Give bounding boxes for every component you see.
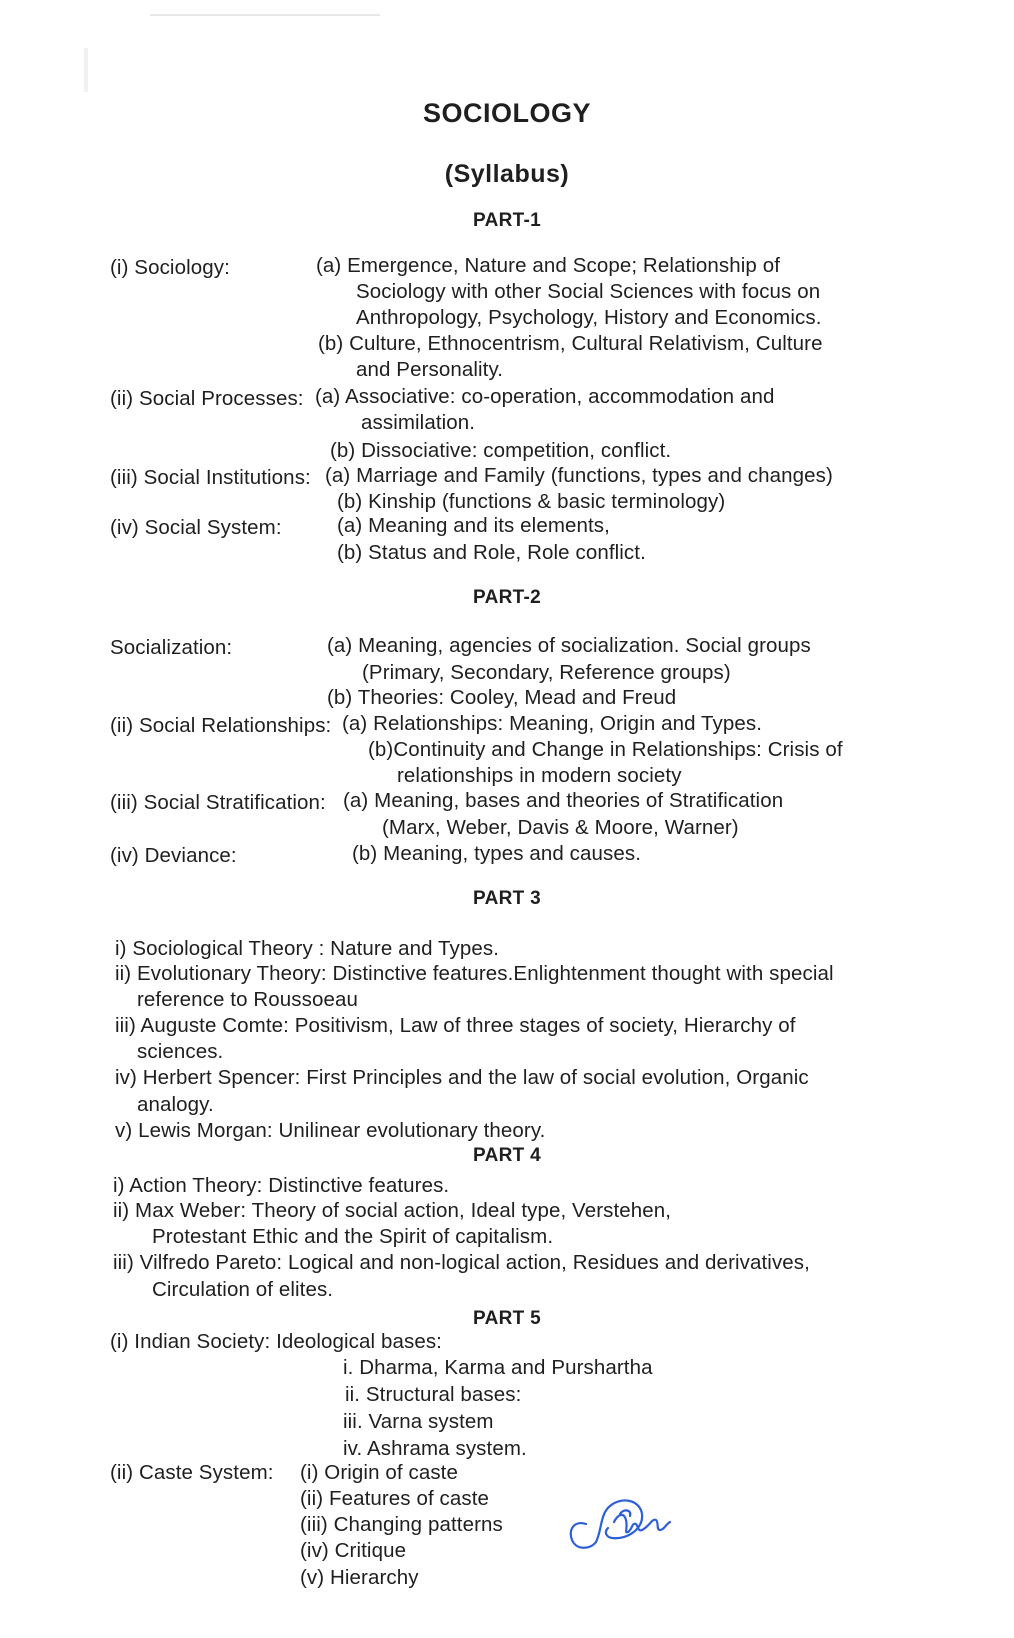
part5-caste-line: (i) Origin of caste [300,1461,458,1484]
scan-artifact-top [150,14,380,16]
part1-processes-line: (a) Associative: co-operation, accommodation and [315,385,775,408]
part3-heading: PART 3 [473,888,541,909]
signature-scribble [566,1484,678,1560]
part1-processes-label: (ii) Social Processes: [110,387,304,410]
part2-relationships-line: relationships in modern society [397,764,682,787]
page-subtitle: (Syllabus) [444,160,570,188]
part4-line: Circulation of elites. [152,1278,334,1301]
part2-socialization-line: (a) Meaning, agencies of socialization. Social groups [327,634,811,657]
part1-processes-line: assimilation. [361,411,476,434]
part1-sociology-line: Sociology with other Social Sciences with focus on [356,280,821,303]
part1-heading: PART-1 [473,210,541,231]
part2-socialization-line: (b) Theories: Cooley, Mead and Freud [327,686,677,709]
part4-line: i) Action Theory: Distinctive features. [113,1174,450,1197]
part4-line: iii) Vilfredo Pareto: Logical and non-logical action, Residues and derivatives, [113,1251,810,1274]
part2-relationships-line: (b)Continuity and Change in Relationships: Crisis of [368,738,843,761]
part2-deviance-label: (iv) Deviance: [110,844,237,867]
part1-sociology-line: and Personality. [356,358,504,381]
part1-system-line: (b) Status and Role, Role conflict. [337,541,646,564]
part2-stratification-line: (Marx, Weber, Davis & Moore, Warner) [382,816,739,839]
part5-caste-line: (ii) Features of caste [300,1487,490,1510]
part2-socialization-line: (Primary, Secondary, Reference groups) [362,661,731,684]
part1-institutions-line: (b) Kinship (functions & basic terminology) [337,490,726,513]
part1-sociology-line: (a) Emergence, Nature and Scope; Relationship of [316,254,781,277]
part2-stratification-label: (iii) Social Stratification: [110,791,326,814]
part4-line: ii) Max Weber: Theory of social action, Ideal type, Verstehen, [113,1199,672,1222]
part5-caste-label: (ii) Caste System: [110,1461,274,1484]
part1-system-label: (iv) Social System: [110,516,282,539]
part5-indian-society-line: iii. Varna system [343,1410,494,1433]
part2-deviance-line: (b) Meaning, types and causes. [352,842,642,865]
part3-line: iii) Auguste Comte: Positivism, Law of three stages of society, Hierarchy of [115,1014,796,1037]
part2-relationships-label: (ii) Social Relationships: [110,714,332,737]
part1-sociology-line: (b) Culture, Ethnocentrism, Cultural Relativism, Culture [318,332,823,355]
part1-sociology-label: (i) Sociology: [110,256,230,279]
part3-line: iv) Herbert Spencer: First Principles and the law of social evolution, Organic [115,1066,809,1089]
part5-indian-society-line: iv. Ashrama system. [343,1437,527,1460]
part3-line: v) Lewis Morgan: Unilinear evolutionary theory. [115,1119,546,1142]
part1-institutions-line: (a) Marriage and Family (functions, types and changes) [325,464,833,487]
part1-institutions-label: (iii) Social Institutions: [110,466,311,489]
part2-relationships-line: (a) Relationships: Meaning, Origin and Types. [342,712,763,735]
part5-indian-society-label: (i) Indian Society: Ideological bases: [110,1330,442,1353]
part2-heading: PART-2 [473,587,541,608]
part3-line: ii) Evolutionary Theory: Distinctive features.Enlightenment thought with special [115,962,834,985]
part3-line: i) Sociological Theory : Nature and Types. [115,937,500,960]
part5-indian-society-line: ii. Structural bases: [345,1383,522,1406]
part5-caste-line: (iv) Critique [300,1539,407,1562]
part4-heading: PART 4 [473,1145,541,1166]
part1-processes-line: (b) Dissociative: competition, conflict. [330,439,672,462]
part5-caste-line: (v) Hierarchy [300,1566,419,1589]
part4-line: Protestant Ethic and the Spirit of capitalism. [152,1225,554,1248]
part3-line: sciences. [137,1040,224,1063]
part3-line: reference to Roussoeau [137,988,359,1011]
part2-socialization-label: Socialization: [110,636,233,659]
part5-indian-society-line: i. Dharma, Karma and Purshartha [343,1356,653,1379]
part3-line: analogy. [137,1093,214,1116]
part5-heading: PART 5 [473,1308,541,1329]
part2-stratification-line: (a) Meaning, bases and theories of Stratification [343,789,784,812]
part1-sociology-line: Anthropology, Psychology, History and Economics. [356,306,822,329]
part5-caste-line: (iii) Changing patterns [300,1513,503,1536]
scan-artifact-left [84,48,88,92]
page-title: SOCIOLOGY [422,98,592,128]
part1-system-line: (a) Meaning and its elements, [337,514,610,537]
